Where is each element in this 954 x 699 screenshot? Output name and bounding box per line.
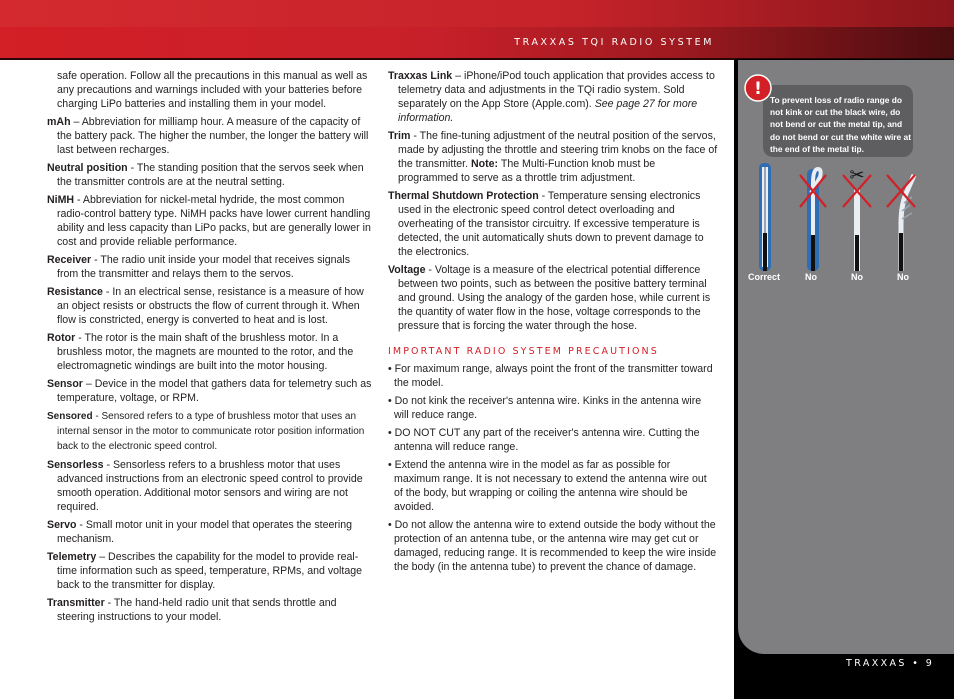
continuation-text: safe operation. Follow all the precautions in this manual as well as any precautions and warnings included with your batteries before charging LiPo batteries and installing them in your model. xyxy=(57,70,368,110)
precaution-item: • Do not kink the receiver's antenna wire. Kinks in the antenna wire will reduce range. xyxy=(388,395,702,421)
term: Telemetry xyxy=(47,551,97,563)
precautions-heading: IMPORTANT RADIO SYSTEM PRECAUTIONS xyxy=(388,346,659,357)
term: Traxxas Link xyxy=(388,70,453,82)
definition: - In an electrical sense, resistance is a measure of how an object resists or obstructs the flow of current through it. When flow is constricted, energy is converted to heat and is lost. xyxy=(57,286,364,326)
definition: - The fine-tuning adjustment of the neutral position of the servos, made by adjusting the throttle and steering trim knobs on the face of the transmitter. xyxy=(398,130,718,170)
glossary-entry-sensor xyxy=(47,377,374,405)
antenna-cut-figure xyxy=(840,163,874,271)
glossary-entry-thermal-shutdown xyxy=(388,189,718,259)
definition: - Voltage is a measure of the electrical potential difference between two points, such as between the positive battery terminal and ground. Using the analogy of the garden hose, while current is the quantity of water flow in the hose, voltage corresponds to the pressure that is forcing the water through the hose. xyxy=(398,264,711,332)
antenna-correct-figure xyxy=(752,163,778,271)
glossary-entry-servo xyxy=(47,518,374,546)
term: Rotor xyxy=(47,332,76,344)
term: Transmitter xyxy=(47,597,105,609)
figure-label-no-1: No xyxy=(805,272,817,282)
note-text: The Multi-Function knob must be programmed to serve as a throttle trim adjustment. xyxy=(398,158,656,184)
definition: - Sensorless refers to a brushless motor that uses advanced instructions from an electronic speed control to provide smooth operation. Additional motor sensors and wiring are not required. xyxy=(57,459,363,513)
glossary-column-2 xyxy=(388,69,718,578)
term: Resistance xyxy=(47,286,103,298)
definition: - The hand-held radio unit that sends throttle and steering instructions to your model. xyxy=(57,597,337,623)
glossary-entry-mah xyxy=(47,115,374,157)
glossary-entry-resistance xyxy=(47,285,374,327)
term: Sensored xyxy=(47,411,93,422)
precaution-item: • Do not allow the antenna wire to extend outside the body without the protection of an antenna tube, or the antenna wire may get cut or damaged, reducing range. It is recommended to keep the wire inside the body (in the antenna tube) to prevent the chance of damage. xyxy=(388,519,717,573)
definition: - Temperature sensing electronics used in the electronic speed control detect overloading and overheating of the transistor circuitry. If excessive temperature is detected, the unit automatically shuts down to prevent damage to the electronics. xyxy=(398,190,704,258)
definition: - Small motor unit in your model that operates the steering mechanism. xyxy=(57,519,353,545)
glossary-entry-sensored xyxy=(47,409,374,454)
definition: – iPhone/iPod touch application that provides access to telemetry data and adjustments in the TQi radio system. Sold separately on the App Store (Apple.com). xyxy=(398,70,715,110)
header-band xyxy=(0,0,954,27)
glossary-entry-traxxas-link xyxy=(388,69,718,125)
term: Thermal Shutdown Protection xyxy=(388,190,539,202)
definition: - The standing position that the servos seek when the transmitter controls are at the neutral setting. xyxy=(57,162,364,188)
glossary-entry-rotor xyxy=(47,331,374,373)
note-label: Note: xyxy=(471,158,499,170)
glossary-entry-telemetry xyxy=(47,550,374,592)
definition: - The rotor is the main shaft of the brushless motor. In a brushless motor, the magnets are mounted to the rotor, and the electromagnetic windings are built into the motor housing. xyxy=(57,332,354,372)
term: Sensor xyxy=(47,378,83,390)
definition: - Abbreviation for nickel-metal hydride, the most common radio-control battery type. NiMH packs have lower current handling ability and less capacity than LiPo packs, but are generally lower in cost and provide reliable performance. xyxy=(57,194,371,248)
figure-label-no-3: No xyxy=(897,272,909,282)
definition: – Describes the capability for the model to provide real-time information such as speed, temperature, RPMs, and voltage back to the transmitter for display. xyxy=(57,551,363,591)
figure-label-no-2: No xyxy=(851,272,863,282)
antenna-bent-figure xyxy=(884,163,918,271)
warning-icon xyxy=(743,73,773,103)
term: Servo xyxy=(47,519,77,531)
glossary-entry-neutral-position xyxy=(47,161,374,189)
term: Sensorless xyxy=(47,459,104,471)
glossary-entry-sensorless xyxy=(47,458,374,514)
precaution-item: • For maximum range, always point the front of the transmitter toward the model. xyxy=(388,363,713,389)
glossary-entry-nimh xyxy=(47,193,374,249)
page-footer: TRAXXAS • 9 xyxy=(846,658,935,669)
glossary-entry-voltage xyxy=(388,263,718,333)
term: NiMH xyxy=(47,194,75,206)
svg-text:!: ! xyxy=(754,79,762,99)
page-header xyxy=(0,0,954,59)
definition: - Sensored refers to a type of brushless motor that uses an internal sensor in the motor to communicate rotor position information back to the electronic speed control. xyxy=(57,411,365,452)
term: Voltage xyxy=(388,264,426,276)
precaution-item: • Extend the antenna wire in the model as far as possible for maximum range. It is not necessary to extend the antenna wire out of the body, but wrapping or coiling the antenna wire should be avoided. xyxy=(388,459,707,513)
warning-text: To prevent loss of radio range do not kink or cut the black wire, do not bend or cut the metal tip, and do not bend or cut the white wire at the end of the metal tip. xyxy=(770,95,911,154)
glossary-entry-receiver xyxy=(47,253,374,281)
page-reference: See page 27 for more information. xyxy=(398,98,698,124)
definition: – Device in the model that gathers data for telemetry such as temperature, voltage, or RPM. xyxy=(57,378,372,404)
figure-label-correct: Correct xyxy=(748,272,781,282)
glossary-column-1 xyxy=(47,69,374,628)
scissors-icon: ✂ xyxy=(849,165,865,186)
glossary-entry-transmitter xyxy=(47,596,374,624)
term: mAh xyxy=(47,116,71,128)
definition: – Abbreviation for milliamp hour. A measure of the capacity of the battery pack. The higher the number, the longer the battery will last between recharges. xyxy=(57,116,369,156)
header-title: TRAXXAS TQI RADIO SYSTEM xyxy=(514,37,714,48)
term: Receiver xyxy=(47,254,92,266)
precaution-item: • DO NOT CUT any part of the receiver's antenna wire. Cutting the antenna will reduce range. xyxy=(388,427,700,453)
antenna-kinked-figure xyxy=(798,163,828,271)
term: Neutral position xyxy=(47,162,128,174)
definition: - The radio unit inside your model that receives signals from the transmitter and relays them to the servos. xyxy=(57,254,351,280)
term: Trim xyxy=(388,130,411,142)
glossary-entry-trim xyxy=(388,129,718,185)
